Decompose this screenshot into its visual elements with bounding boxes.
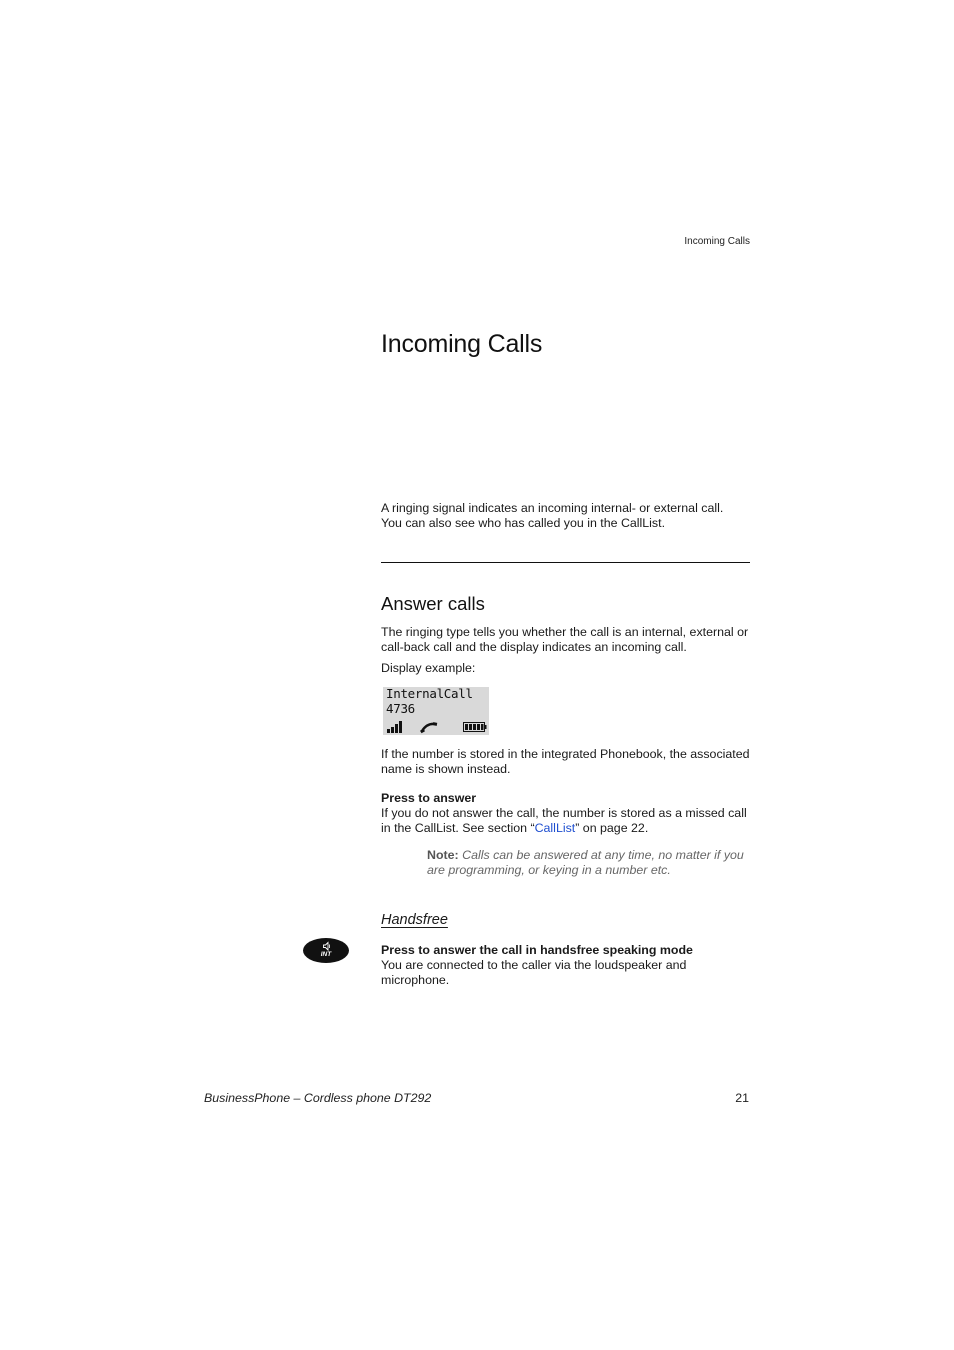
- handsfree-desc-line-1: You are connected to the caller via the loudspeaker and: [381, 958, 687, 972]
- display-line-1: InternalCall: [386, 686, 473, 701]
- page-title: Incoming Calls: [381, 330, 543, 358]
- intro-line-1: A ringing signal indicates an incoming internal- or external call.: [381, 501, 724, 515]
- subsection-heading-handsfree: Handsfree: [381, 912, 448, 928]
- missed-call-suffix: ” on page 22.: [575, 821, 649, 835]
- ringing-line-2: call-back call and the display indicates an incoming call.: [381, 640, 687, 654]
- ringing-type-paragraph: [381, 625, 751, 655]
- press-to-answer-block: [381, 791, 751, 836]
- phonebook-line-1: If the number is stored in the integrated Phonebook, the associated: [381, 747, 750, 761]
- page-number: 21: [735, 1091, 749, 1105]
- section-divider: [381, 562, 750, 563]
- note-text-1: Calls can be answered at any time, no matter if you: [458, 848, 744, 862]
- note-label: Note:: [427, 848, 459, 862]
- missed-call-line-2: [381, 821, 751, 836]
- intro-paragraph: [381, 501, 751, 531]
- phonebook-paragraph: [381, 747, 751, 777]
- signal-strength-icon: [387, 721, 402, 733]
- note-line-2: are programming, or keying in a number etc.: [427, 863, 671, 877]
- press-to-answer-heading: Press to answer: [381, 791, 477, 805]
- handsfree-instruction: [381, 943, 751, 988]
- phone-display: [383, 687, 489, 735]
- display-status-icons: [383, 687, 489, 735]
- section-heading-answer-calls: Answer calls: [381, 593, 485, 614]
- missed-call-prefix: in the CallList. See section “: [381, 821, 535, 835]
- intro-line-2: You can also see who has called you in the CallList.: [381, 516, 666, 530]
- display-example-label: Display example:: [381, 661, 476, 675]
- phonebook-line-2: name is shown instead.: [381, 762, 511, 776]
- missed-call-line-1: If you do not answer the call, the number is stored as a missed call: [381, 806, 747, 820]
- note-line-1: [427, 848, 752, 863]
- handsfree-action: Press to answer the call in handsfree speaking mode: [381, 943, 693, 957]
- handset-icon: [420, 722, 437, 733]
- note-block: [427, 848, 752, 878]
- display-line-2: 4736: [386, 701, 415, 716]
- calllist-link[interactable]: CallList: [534, 821, 576, 835]
- battery-icon: [464, 723, 487, 732]
- ringing-line-1: The ringing type tells you whether the call is an internal, external or: [381, 625, 749, 639]
- running-header: Incoming Calls: [684, 236, 750, 247]
- footer-product-name: BusinessPhone – Cordless phone DT292: [204, 1091, 432, 1105]
- int-speaker-key[interactable]: [303, 938, 349, 963]
- int-key-label: INT: [320, 951, 332, 958]
- handsfree-desc-line-2: microphone.: [381, 973, 450, 987]
